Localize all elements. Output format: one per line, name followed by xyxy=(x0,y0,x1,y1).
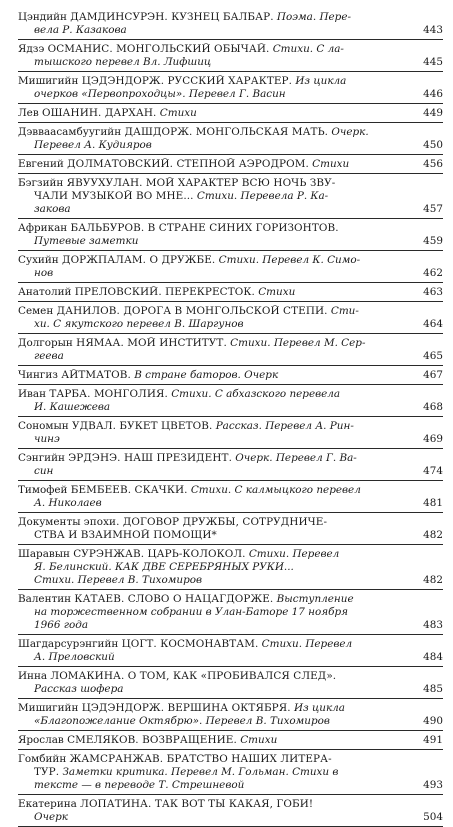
author-first-name: Евгений xyxy=(18,158,68,170)
toc-entry-text xyxy=(18,11,413,24)
work-note: Стихи. Перевел xyxy=(245,548,340,560)
work-title: ЛОМАКИНА. О ТОМ, КАК «ПРОБИВАЛСЯ СЛЕД». xyxy=(50,670,337,682)
work-note: 1966 года xyxy=(34,619,89,631)
toc-entry-text xyxy=(18,766,413,779)
work-note: Стихи. Перевел В. Тихомиров xyxy=(34,574,203,586)
toc-entry-text xyxy=(18,683,413,696)
toc-entry xyxy=(18,417,443,449)
work-note: на торжественном собрании в Улан-Баторе 17 ноября xyxy=(34,606,349,618)
toc-entry xyxy=(18,72,443,104)
author-first-name: Ядзэ xyxy=(18,43,48,55)
work-note: Стихи xyxy=(156,107,197,119)
work-note: очерков «Первопроходцы». Перевел Г. Васин xyxy=(34,88,286,100)
toc-entry-line xyxy=(18,779,443,792)
toc-entry xyxy=(18,302,443,334)
author-first-name: Сухийн xyxy=(18,254,63,266)
toc-entry-text xyxy=(18,734,413,747)
toc-entry-line xyxy=(18,11,443,24)
author-first-name: Мишигийн xyxy=(18,75,82,87)
toc-entry-line xyxy=(18,529,443,542)
toc-entry-line xyxy=(18,670,443,683)
toc-entry-text xyxy=(18,350,413,363)
toc-entry xyxy=(18,481,443,513)
author-first-name: Семен xyxy=(18,305,57,317)
toc-entry-line xyxy=(18,177,443,190)
toc-entry-text xyxy=(18,203,413,216)
toc-entry-line xyxy=(18,433,443,446)
toc-entry-text xyxy=(18,753,413,766)
toc-entry-text xyxy=(18,305,413,318)
toc-entry-line xyxy=(18,715,443,728)
work-note: Стихи xyxy=(254,286,296,298)
work-note: Рассказ шофера xyxy=(34,683,124,695)
work-note: Стихи xyxy=(236,734,278,746)
page-number: 481 xyxy=(423,497,443,509)
author-first-name: Цэндийн xyxy=(18,11,71,23)
toc-entry-line xyxy=(18,56,443,69)
toc-entry-line xyxy=(18,350,443,363)
work-note: «Благопожелание Октябрю». Перевел В. Тихомиров xyxy=(34,715,330,727)
work-note: Очерк. Перевел Г. Ва- xyxy=(231,452,357,464)
work-note: Стихи. Перевел xyxy=(258,638,353,650)
page-number: 457 xyxy=(423,203,443,215)
work-note: Стихи. Перевел М. Сер- xyxy=(226,337,366,349)
work-title: ЖАМСРАНЖАВ. БРАТСТВО НАШИХ ЛИТЕРА- xyxy=(69,753,332,765)
page-number: 474 xyxy=(423,465,443,477)
toc-entry-text xyxy=(18,452,413,465)
toc-entry-line xyxy=(18,574,443,587)
work-title: ДАШДОРЖ. МОНГОЛЬСКАЯ МАТЬ. xyxy=(124,126,329,138)
toc-entry xyxy=(18,750,443,795)
toc-entry-text xyxy=(18,190,413,203)
work-note: Я. Белинский. КАК ДВЕ СЕРЕБРЯНЫХ РУКИ... xyxy=(34,561,294,573)
work-note: чинэ xyxy=(34,433,60,445)
work-title: ДОЛМАТОВСКИЙ. СТЕПНОЙ АЭРОДРОМ. xyxy=(67,158,309,170)
author-first-name: Чингиз xyxy=(18,369,62,381)
toc-entry xyxy=(18,699,443,731)
page-number: 445 xyxy=(423,56,443,68)
work-title: эпохи. ДОГОВОР ДРУЖБЫ, СОТРУДНИЧЕ- xyxy=(83,516,328,528)
work-title: ПРЕЛОВСКИЙ. ПЕРЕКРЕСТОК. xyxy=(74,286,255,298)
toc-entry-text xyxy=(18,516,413,529)
work-note: Стихи. С абхазского перевела xyxy=(167,388,341,400)
work-title: ДОРЖПАЛАМ. О ДРУЖБЕ. xyxy=(62,254,216,266)
toc-entry-line xyxy=(18,401,443,414)
work-title: НЯМАА. МОЙ ИНСТИТУТ. xyxy=(76,337,227,349)
toc-entry-text xyxy=(18,56,413,69)
toc-entry-text xyxy=(18,593,413,606)
page-number: 482 xyxy=(423,529,443,541)
work-title: ОШАНИН. ДАРХАН. xyxy=(41,107,157,119)
toc-entry-line xyxy=(18,388,443,401)
toc-entry xyxy=(18,545,443,590)
work-note: А. Николаев xyxy=(34,497,102,509)
author-first-name: Ярослав xyxy=(18,734,68,746)
author-first-name: Шаравын xyxy=(18,548,74,560)
author-first-name: Мишигийн xyxy=(18,702,82,714)
toc-entry-text xyxy=(18,401,413,414)
toc-entry xyxy=(18,174,443,219)
toc-entry-line xyxy=(18,497,443,510)
work-note: Перевел А. Кудияров xyxy=(34,139,152,151)
work-note: А. Преловский xyxy=(34,651,115,663)
work-note: вела Р. Казакова xyxy=(34,24,127,36)
work-note: Заметки критика. Перевел М. Гольман. Стихи в xyxy=(59,766,339,778)
work-title: ДАНИЛОВ. ДОРОГА В МОНГОЛЬСКОЙ СТЕПИ. xyxy=(56,305,328,317)
work-note: тышского перевел Вл. Лифшиц xyxy=(34,56,212,68)
toc-entry xyxy=(18,513,443,545)
toc-entry-line xyxy=(18,811,443,824)
toc-entry-text xyxy=(18,126,413,139)
work-title: БЕМБЕЕВ. СКАЧКИ. xyxy=(70,484,188,496)
toc-entry-text xyxy=(18,433,413,446)
author-first-name: Долгорын xyxy=(18,337,77,349)
page-number: 463 xyxy=(423,286,443,298)
toc-entry-line xyxy=(18,139,443,152)
work-note: Выступление xyxy=(273,593,354,605)
page-number: 493 xyxy=(423,779,443,791)
work-note: Путевые заметки xyxy=(34,235,139,247)
work-title: ДАМДИНСУРЭН. КУЗНЕЦ БАЛБАР. xyxy=(70,11,274,23)
page-number: 482 xyxy=(423,574,443,586)
work-note: Стихи. Перевела Р. Ка- xyxy=(193,190,329,202)
toc-entry xyxy=(18,8,443,40)
toc-entry-line xyxy=(18,107,443,120)
toc-entry-line xyxy=(18,638,443,651)
toc-entry xyxy=(18,155,443,174)
toc-entry-line xyxy=(18,305,443,318)
page-number: 450 xyxy=(423,139,443,151)
toc-entry-line xyxy=(18,203,443,216)
page-number: 459 xyxy=(423,235,443,247)
toc-entry-text xyxy=(18,318,413,331)
toc-entry-line xyxy=(18,753,443,766)
page-number: 490 xyxy=(423,715,443,727)
work-title: ЧАЛИ МУЗЫКОЙ ВО МНЕ... xyxy=(34,190,194,202)
work-note: Поэма. Пере- xyxy=(273,11,351,23)
toc-entry-text xyxy=(18,337,413,350)
toc-entry xyxy=(18,385,443,417)
author-first-name: Дэвваасамбуугийн xyxy=(18,126,125,138)
work-note: Стихи. Перевел К. Симо- xyxy=(215,254,361,266)
toc-entry-text xyxy=(18,465,413,478)
work-title: ЦЭДЭНДОРЖ. РУССКИЙ ХАРАКТЕР. xyxy=(81,75,293,87)
author-first-name: Лев xyxy=(18,107,42,119)
work-title: БАЛЬБУРОВ. В СТРАНЕ СИНИХ ГОРИЗОНТОВ. xyxy=(70,222,339,234)
page-number: 491 xyxy=(423,734,443,746)
toc-entry-text xyxy=(18,651,413,664)
toc-entry-line xyxy=(18,548,443,561)
work-title: ЦОГТ. КОСМОНАВТАМ. xyxy=(121,638,259,650)
page-number: 446 xyxy=(423,88,443,100)
toc-entry-text xyxy=(18,254,413,267)
toc-entry-text xyxy=(18,548,413,561)
toc-entry-line xyxy=(18,452,443,465)
work-note: Сти- xyxy=(327,305,359,317)
page-number: 468 xyxy=(423,401,443,413)
toc-entry-text xyxy=(18,779,413,792)
toc-entry-text xyxy=(18,574,413,587)
toc-entry-line xyxy=(18,158,443,171)
toc-entry xyxy=(18,104,443,123)
toc-entry-text xyxy=(18,702,413,715)
toc-entry-text xyxy=(18,811,413,824)
toc-entry xyxy=(18,251,443,283)
work-note: И. Кашежева xyxy=(34,401,111,413)
work-title: ТАРБА. МОНГОЛИЯ. xyxy=(49,388,168,400)
author-first-name: Гомбийн xyxy=(18,753,70,765)
toc-entry-line xyxy=(18,561,443,574)
author-first-name: Анатолий xyxy=(18,286,75,298)
work-title: ТУР. xyxy=(34,766,60,778)
toc-entry-line xyxy=(18,702,443,715)
toc-entry-text xyxy=(18,670,413,683)
toc-entry-text xyxy=(18,638,413,651)
page-number: 483 xyxy=(423,619,443,631)
toc-entry-text xyxy=(18,235,413,248)
work-title: ЛОПАТИНА. ТАК ВОТ ТЫ КАКАЯ, ГОБИ! xyxy=(80,798,314,810)
toc-entry-line xyxy=(18,286,443,299)
work-note: закова xyxy=(34,203,71,215)
toc-entry xyxy=(18,219,443,251)
toc-entry-text xyxy=(18,388,413,401)
toc-entry-text xyxy=(18,561,413,574)
toc-entry-line xyxy=(18,190,443,203)
toc-entry xyxy=(18,667,443,699)
toc-entry-text xyxy=(18,75,413,88)
toc-entry-text xyxy=(18,139,413,152)
toc-entry-line xyxy=(18,484,443,497)
toc-entry-text xyxy=(18,484,413,497)
toc-entry-line xyxy=(18,516,443,529)
author-first-name: Документы xyxy=(18,516,84,528)
work-title: ЦЭДЭНДОРЖ. ВЕРШИНА ОКТЯБРЯ. xyxy=(81,702,291,714)
author-first-name: Сономын xyxy=(18,420,72,432)
toc-entry-text xyxy=(18,24,413,37)
work-note: Из цикла xyxy=(290,702,345,714)
toc-entry xyxy=(18,731,443,750)
author-first-name: Бэгзийн xyxy=(18,177,67,189)
toc-entry xyxy=(18,635,443,667)
author-first-name: Иван xyxy=(18,388,50,400)
page-number: 464 xyxy=(423,318,443,330)
page-number: 467 xyxy=(423,369,443,381)
work-title: ЭРДЭНЭ. НАШ ПРЕЗИДЕНТ. xyxy=(68,452,232,464)
toc-entry-line xyxy=(18,369,443,382)
author-first-name: Африкан xyxy=(18,222,71,234)
toc-entry-line xyxy=(18,766,443,779)
toc-entry-text xyxy=(18,88,413,101)
toc-entry-text xyxy=(18,177,413,190)
work-note: Стихи. С калмыцкого перевел xyxy=(187,484,361,496)
work-title: АЙТМАТОВ. xyxy=(61,369,131,381)
toc-entry-text xyxy=(18,43,413,56)
author-first-name: Валентин xyxy=(18,593,75,605)
work-note: В стране баторов. Очерк xyxy=(130,369,279,381)
toc-entry xyxy=(18,366,443,385)
toc-entry xyxy=(18,449,443,481)
toc-entry xyxy=(18,795,443,827)
toc-entry-text xyxy=(18,222,413,235)
toc-entry-line xyxy=(18,24,443,37)
toc-entry xyxy=(18,283,443,302)
toc-entry-text xyxy=(18,107,413,120)
toc-entry-line xyxy=(18,254,443,267)
work-note: геева xyxy=(34,350,64,362)
page-number: 465 xyxy=(423,350,443,362)
toc-entry-text xyxy=(18,619,413,632)
toc-entry-text xyxy=(18,369,413,382)
toc-entry-line xyxy=(18,593,443,606)
work-note: Из цикла xyxy=(292,75,347,87)
author-first-name: Сэнгийн xyxy=(18,452,69,464)
toc-entry-line xyxy=(18,318,443,331)
toc-entry-text xyxy=(18,497,413,510)
toc-entry-text xyxy=(18,798,413,811)
author-first-name: Екатерина xyxy=(18,798,81,810)
toc-entry-line xyxy=(18,606,443,619)
author-first-name: Инна xyxy=(18,670,51,682)
toc-entry-line xyxy=(18,798,443,811)
work-title: УДВАЛ. БУКЕТ ЦВЕТОВ. xyxy=(71,420,213,432)
toc-entry-text xyxy=(18,606,413,619)
toc-entry-line xyxy=(18,651,443,664)
work-title: ОСМАНИС. МОНГОЛЬСКИЙ ОБЫЧАЙ. xyxy=(47,43,270,55)
toc-entry-line xyxy=(18,420,443,433)
work-note: Очерк. xyxy=(328,126,369,138)
page-number: 469 xyxy=(423,433,443,445)
toc-entry-text xyxy=(18,158,413,171)
page-number: 456 xyxy=(423,158,443,170)
work-note: нов xyxy=(34,267,54,279)
toc-entry-text xyxy=(18,420,413,433)
work-note: хи. С якутского перевел В. Шаргунов xyxy=(34,318,244,330)
work-title: ЯВУУХУЛАН. МОЙ ХАРАКТЕР ВСЮ НОЧЬ ЗВУ- xyxy=(66,177,336,189)
page-number: 484 xyxy=(423,651,443,663)
work-note: син xyxy=(34,465,54,477)
work-note: Стихи xyxy=(308,158,350,170)
author-first-name: Шагдарсурэнгийн xyxy=(18,638,122,650)
toc-entry xyxy=(18,590,443,635)
toc-entry-line xyxy=(18,222,443,235)
work-title: СУРЭНЖАВ. ЦАРЬ-КОЛОКОЛ. xyxy=(73,548,246,560)
work-title: КАТАЕВ. СЛОВО О НАЦАГДОРЖЕ. xyxy=(74,593,274,605)
toc-entry-text xyxy=(18,715,413,728)
toc-entry xyxy=(18,334,443,366)
page-number: 449 xyxy=(423,107,443,119)
work-title: СМЕЛЯКОВ. ВОЗВРАЩЕНИЕ. xyxy=(67,734,237,746)
work-note: тексте — в переводе Т. Стрешневой xyxy=(34,779,245,791)
toc-entry-text xyxy=(18,529,413,542)
work-note: Рассказ. Перевел А. Рин- xyxy=(212,420,354,432)
toc-entry-text xyxy=(18,267,413,280)
page-number: 485 xyxy=(423,683,443,695)
page-number: 504 xyxy=(423,811,443,823)
toc-entry-text xyxy=(18,286,413,299)
toc-entry-line xyxy=(18,734,443,747)
toc-entry-line xyxy=(18,88,443,101)
page-number: 462 xyxy=(423,267,443,279)
toc-entry-line xyxy=(18,683,443,696)
toc-entry-line xyxy=(18,337,443,350)
toc-entry xyxy=(18,40,443,72)
toc-entry-line xyxy=(18,465,443,478)
work-note: Очерк xyxy=(34,811,68,823)
work-note: Стихи. С ла- xyxy=(269,43,344,55)
toc-entry-line xyxy=(18,267,443,280)
toc-entry-line xyxy=(18,75,443,88)
toc-entry-line xyxy=(18,126,443,139)
page-number: 443 xyxy=(423,24,443,36)
toc-entry-line xyxy=(18,235,443,248)
toc-entry-line xyxy=(18,619,443,632)
toc-entry xyxy=(18,123,443,155)
toc-entry-line xyxy=(18,43,443,56)
table-of-contents xyxy=(18,8,443,827)
author-first-name: Тимофей xyxy=(18,484,71,496)
work-title: СТВА И ВЗАИМНОЙ ПОМОЩИ* xyxy=(34,529,217,541)
